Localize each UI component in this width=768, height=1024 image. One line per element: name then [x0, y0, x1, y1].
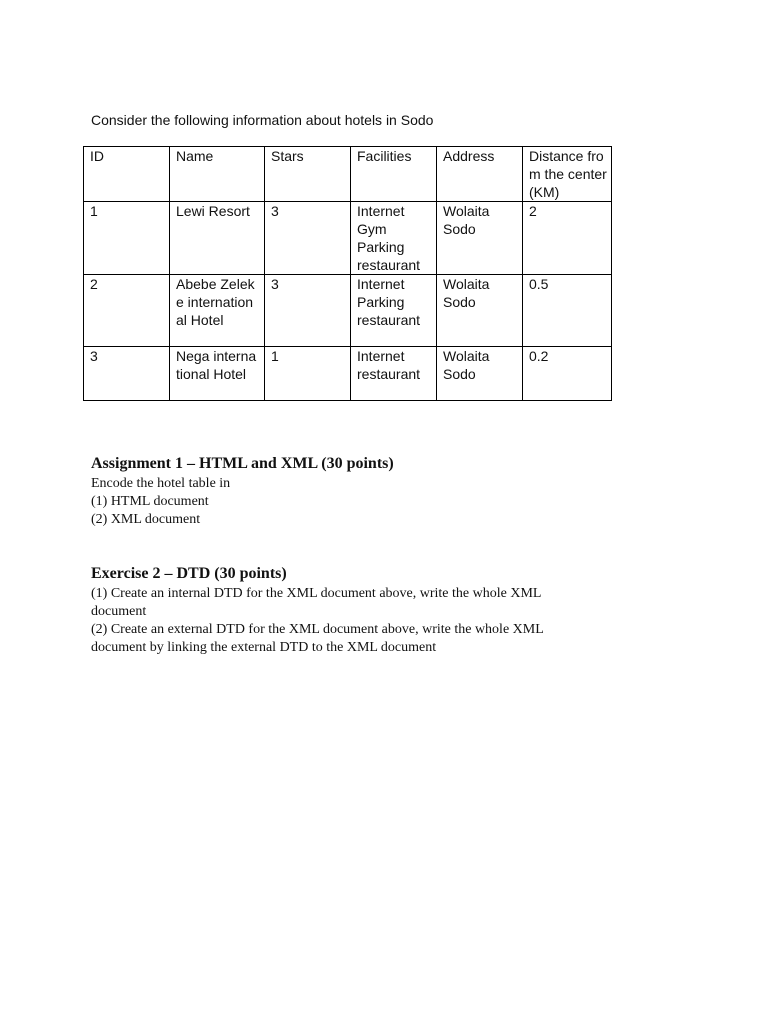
- assignment1-line: Encode the hotel table in: [91, 476, 231, 491]
- cell-address: Wolaita Sodo: [437, 347, 523, 401]
- cell-stars: 1: [265, 347, 351, 401]
- cell-name: Nega international Hotel: [170, 347, 265, 401]
- assignment1-line: (1) HTML document: [91, 494, 209, 509]
- header-name: Name: [170, 147, 265, 202]
- exercise2-heading: Exercise 2 – DTD (30 points): [91, 565, 287, 582]
- table-row: [84, 202, 612, 275]
- assignment1-heading: Assignment 1 – HTML and XML (30 points): [91, 455, 394, 472]
- cell-distance: 0.5: [523, 275, 612, 347]
- intro-text: Consider the following information about hotels in Sodo: [91, 112, 434, 128]
- cell-name: Lewi Resort: [170, 202, 265, 275]
- cell-id: 3: [84, 347, 170, 401]
- hotel-table: [83, 146, 612, 401]
- header-distance: Distance from the center(KM): [523, 147, 612, 202]
- cell-id: 2: [84, 275, 170, 347]
- assignment1-line: (2) XML document: [91, 512, 201, 527]
- table-header-row: [84, 147, 612, 202]
- cell-distance: 0.2: [523, 347, 612, 401]
- cell-stars: 3: [265, 275, 351, 347]
- exercise2-body: [91, 585, 591, 657]
- cell-name: Abebe Zeleke international Hotel: [170, 275, 265, 347]
- header-id: ID: [84, 147, 170, 202]
- cell-facilities: Internet restaurant: [351, 347, 437, 401]
- cell-id: 1: [84, 202, 170, 275]
- cell-facilities: Internet Parking restaurant: [351, 275, 437, 347]
- exercise2-line: (1) Create an internal DTD for the XML document above, write the whole XML document: [91, 586, 541, 619]
- assignment1-body: [91, 475, 591, 529]
- cell-distance: 2: [523, 202, 612, 275]
- exercise2-line: (2) Create an external DTD for the XML document above, write the whole XML document by linking the external DTD to the XML document: [91, 622, 544, 655]
- header-stars: Stars: [265, 147, 351, 202]
- table-row: [84, 275, 612, 347]
- header-address: Address: [437, 147, 523, 202]
- cell-address: Wolaita Sodo: [437, 202, 523, 275]
- table-row: [84, 347, 612, 401]
- cell-stars: 3: [265, 202, 351, 275]
- cell-address: Wolaita Sodo: [437, 275, 523, 347]
- cell-facilities: Internet Gym Parking restaurant: [351, 202, 437, 275]
- header-facilities: Facilities: [351, 147, 437, 202]
